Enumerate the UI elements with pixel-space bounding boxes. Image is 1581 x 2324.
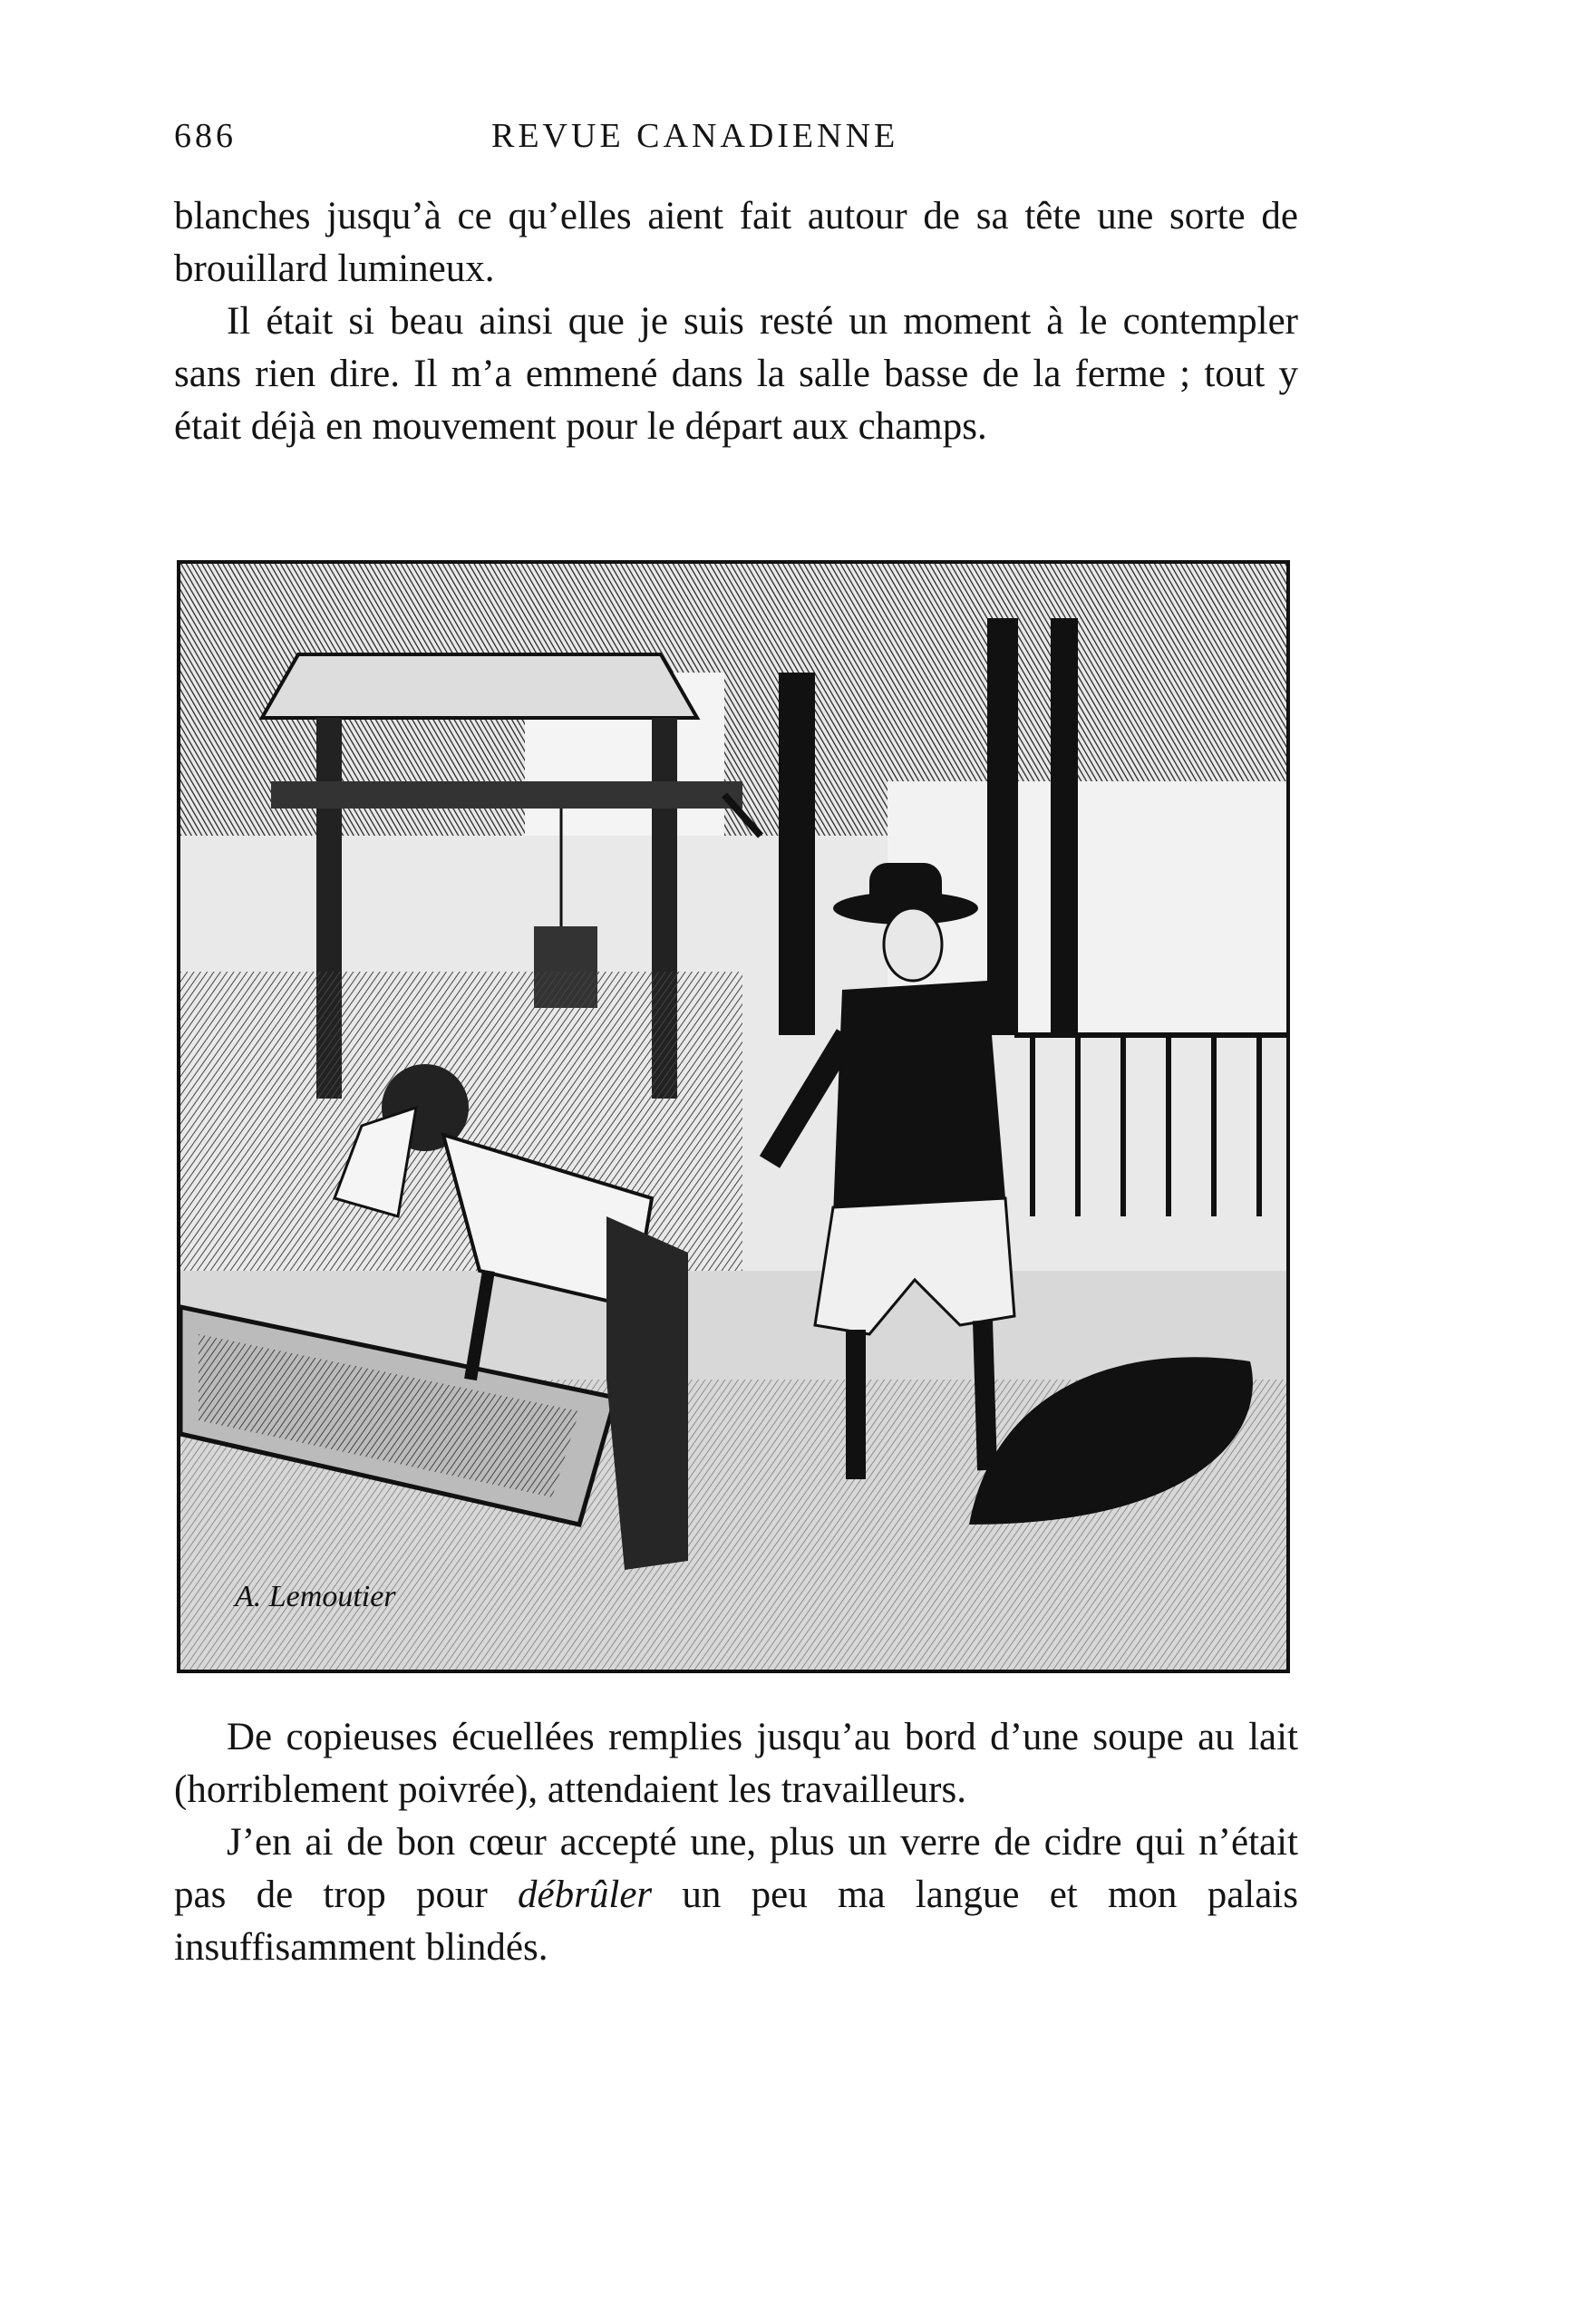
paragraph: blanches jusqu’à ce qu’elles aient fait autour de sa tête une sorte de brouillard lumineux. xyxy=(174,195,1298,290)
tree-trunk xyxy=(1051,618,1078,1035)
paragraph: Il était si beau ainsi que je suis resté un moment à le contempler sans rien dire. Il m’a emmené dans la salle basse de la ferme ; tout y était déjà en mouvement pour le départ aux champs. xyxy=(174,300,1298,448)
fence xyxy=(1014,1035,1286,1216)
windlass xyxy=(271,781,742,809)
engraving xyxy=(180,564,1286,1670)
tree-trunk xyxy=(987,618,1018,1035)
paragraph: De copieuses écuellées remplies jusqu’au bord d’une soupe au lait (horriblement poivrée), attendaient les travailleurs. xyxy=(174,1716,1298,1811)
well-roof xyxy=(262,654,697,718)
text-run: J’en ai de bon cœur accepté une, plus un verre de cidre qui n’était pas de trop pour xyxy=(174,1821,1298,1916)
italic-word: débrûler xyxy=(518,1874,653,1916)
page-number: 686 xyxy=(174,117,237,155)
running-header xyxy=(174,116,1298,170)
text-run: un peu ma langue et mon palais insuffisamment blindés. xyxy=(174,1874,1298,1969)
text-block-bottom xyxy=(174,1711,1298,1974)
text-block-top xyxy=(174,190,1298,453)
running-title: REVUE CANADIENNE xyxy=(491,117,899,155)
paragraph xyxy=(174,1816,1298,1974)
tree-trunk xyxy=(779,673,815,1035)
illustration xyxy=(177,560,1290,1673)
artist-signature: A. Lemoutier xyxy=(235,1580,396,1613)
